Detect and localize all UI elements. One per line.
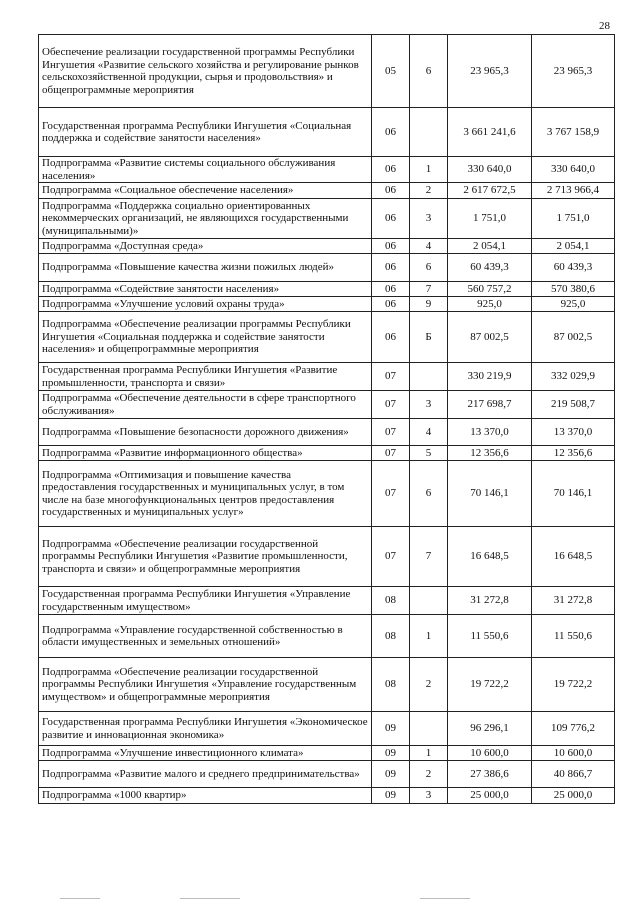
- row-amount-year-2: 13 370,0: [532, 419, 615, 446]
- row-section-code: 06: [372, 312, 410, 363]
- row-name: Подпрограмма «Улучшение условий охраны труда»: [39, 297, 372, 312]
- row-section-code: 09: [372, 746, 410, 761]
- table-row: [39, 199, 615, 239]
- row-name: Подпрограмма «Развитие информационного общества»: [39, 446, 372, 461]
- table-row: [39, 363, 615, 391]
- table-row: [39, 312, 615, 363]
- row-name: Подпрограмма «Развитие системы социального обслуживания населения»: [39, 157, 372, 183]
- row-amount-year-2: 11 550,6: [532, 615, 615, 658]
- row-subprogram-code: [410, 108, 448, 157]
- table-row: [39, 761, 615, 788]
- row-section-code: 06: [372, 199, 410, 239]
- table-row: [39, 746, 615, 761]
- row-amount-year-2: 219 508,7: [532, 391, 615, 419]
- row-section-code: 06: [372, 297, 410, 312]
- row-amount-year-1: 1 751,0: [448, 199, 532, 239]
- row-section-code: 06: [372, 183, 410, 199]
- row-amount-year-2: 19 722,2: [532, 658, 615, 712]
- page-number: 28: [599, 20, 610, 32]
- row-subprogram-code: 6: [410, 254, 448, 282]
- row-name: Подпрограмма «Повышение безопасности дорожного движения»: [39, 419, 372, 446]
- row-amount-year-1: 330 640,0: [448, 157, 532, 183]
- row-name: Государственная программа Республики Ингушетия «Социальная поддержка и содействие занятости населения»: [39, 108, 372, 157]
- row-amount-year-1: 23 965,3: [448, 35, 532, 108]
- row-section-code: 06: [372, 239, 410, 254]
- footer-rule: [420, 898, 470, 899]
- row-subprogram-code: 3: [410, 199, 448, 239]
- row-subprogram-code: 6: [410, 461, 448, 527]
- row-amount-year-2: 3 767 158,9: [532, 108, 615, 157]
- row-name: Подпрограмма «Обеспечение реализации программы Республики Ингушетия «Социальная поддержка и содействие занятости населения» и общепрограммные мероприятия: [39, 312, 372, 363]
- row-section-code: 08: [372, 615, 410, 658]
- row-section-code: 06: [372, 254, 410, 282]
- row-name: Подпрограмма «Повышение качества жизни пожилых людей»: [39, 254, 372, 282]
- row-subprogram-code: 9: [410, 297, 448, 312]
- row-amount-year-1: 70 146,1: [448, 461, 532, 527]
- row-amount-year-2: 2 713 966,4: [532, 183, 615, 199]
- footer-rule: [60, 898, 100, 899]
- row-name: Подпрограмма «Оптимизация и повышение качества предоставления государственных и муниципальных услуг, в том числе на базе многофункциональных центров предоставления государственных и муниципальных услуг»: [39, 461, 372, 527]
- row-amount-year-2: 25 000,0: [532, 788, 615, 804]
- row-subprogram-code: [410, 587, 448, 615]
- row-section-code: 07: [372, 446, 410, 461]
- row-subprogram-code: 5: [410, 446, 448, 461]
- row-name: Подпрограмма «Управление государственной собственностью в области имущественных и земельных отношений»: [39, 615, 372, 658]
- table-row: [39, 587, 615, 615]
- row-name: Подпрограмма «1000 квартир»: [39, 788, 372, 804]
- row-amount-year-1: 19 722,2: [448, 658, 532, 712]
- row-section-code: 07: [372, 391, 410, 419]
- row-amount-year-1: 13 370,0: [448, 419, 532, 446]
- row-amount-year-2: 60 439,3: [532, 254, 615, 282]
- row-name: Подпрограмма «Доступная среда»: [39, 239, 372, 254]
- row-subprogram-code: 3: [410, 391, 448, 419]
- row-name: Подпрограмма «Улучшение инвестиционного климата»: [39, 746, 372, 761]
- table-row: [39, 658, 615, 712]
- row-subprogram-code: 4: [410, 239, 448, 254]
- row-section-code: 06: [372, 157, 410, 183]
- row-section-code: 09: [372, 712, 410, 746]
- budget-table: [38, 34, 615, 804]
- table-row: [39, 391, 615, 419]
- row-amount-year-2: 109 776,2: [532, 712, 615, 746]
- row-subprogram-code: [410, 363, 448, 391]
- row-amount-year-1: 2 054,1: [448, 239, 532, 254]
- row-section-code: 07: [372, 363, 410, 391]
- row-name: Подпрограмма «Обеспечение деятельности в сфере транспортного обслуживания»: [39, 391, 372, 419]
- row-name: Подпрограмма «Содействие занятости населения»: [39, 282, 372, 297]
- row-amount-year-2: 925,0: [532, 297, 615, 312]
- row-amount-year-1: 31 272,8: [448, 587, 532, 615]
- row-amount-year-2: 31 272,8: [532, 587, 615, 615]
- row-name: Подпрограмма «Обеспечение реализации государственной программы Республики Ингушетия «Управление государственным имуществом» и общепрограммные мероприятия: [39, 658, 372, 712]
- row-subprogram-code: Б: [410, 312, 448, 363]
- row-amount-year-1: 25 000,0: [448, 788, 532, 804]
- row-name: Подпрограмма «Обеспечение реализации государственной программы Республики Ингушетия «Развитие промышленности, транспорта и связи» и общепрограммные мероприятия: [39, 527, 372, 587]
- row-amount-year-1: 330 219,9: [448, 363, 532, 391]
- row-amount-year-2: 330 640,0: [532, 157, 615, 183]
- row-subprogram-code: 2: [410, 658, 448, 712]
- row-subprogram-code: 1: [410, 157, 448, 183]
- row-amount-year-2: 1 751,0: [532, 199, 615, 239]
- row-amount-year-1: 87 002,5: [448, 312, 532, 363]
- row-section-code: 07: [372, 527, 410, 587]
- row-section-code: 06: [372, 282, 410, 297]
- row-amount-year-2: 570 380,6: [532, 282, 615, 297]
- row-amount-year-1: 60 439,3: [448, 254, 532, 282]
- row-amount-year-1: 560 757,2: [448, 282, 532, 297]
- row-name: Подпрограмма «Поддержка социально ориентированных некоммерческих организаций, не являющихся государственными (муниципальными)»: [39, 199, 372, 239]
- row-subprogram-code: 1: [410, 746, 448, 761]
- row-amount-year-2: 2 054,1: [532, 239, 615, 254]
- row-amount-year-2: 40 866,7: [532, 761, 615, 788]
- row-name: Государственная программа Республики Ингушетия «Экономическое развитие и инновационная экономика»: [39, 712, 372, 746]
- row-amount-year-2: 12 356,6: [532, 446, 615, 461]
- row-subprogram-code: 7: [410, 282, 448, 297]
- row-amount-year-2: 70 146,1: [532, 461, 615, 527]
- row-amount-year-1: 10 600,0: [448, 746, 532, 761]
- row-section-code: 09: [372, 788, 410, 804]
- table-row: [39, 239, 615, 254]
- table-row: [39, 108, 615, 157]
- row-name: Подпрограмма «Социальное обеспечение населения»: [39, 183, 372, 199]
- row-section-code: 06: [372, 108, 410, 157]
- row-amount-year-1: 925,0: [448, 297, 532, 312]
- row-section-code: 07: [372, 419, 410, 446]
- row-amount-year-1: 27 386,6: [448, 761, 532, 788]
- row-subprogram-code: 6: [410, 35, 448, 108]
- row-amount-year-1: 16 648,5: [448, 527, 532, 587]
- table-row: [39, 254, 615, 282]
- row-section-code: 09: [372, 761, 410, 788]
- row-subprogram-code: 4: [410, 419, 448, 446]
- row-amount-year-1: 217 698,7: [448, 391, 532, 419]
- table-row: [39, 157, 615, 183]
- table-row: [39, 527, 615, 587]
- table-row: [39, 788, 615, 804]
- table-row: [39, 461, 615, 527]
- row-section-code: 08: [372, 587, 410, 615]
- row-subprogram-code: 3: [410, 788, 448, 804]
- row-subprogram-code: 1: [410, 615, 448, 658]
- table-row: [39, 297, 615, 312]
- row-subprogram-code: [410, 712, 448, 746]
- row-amount-year-1: 96 296,1: [448, 712, 532, 746]
- row-name: Обеспечение реализации государственной программы Республики Ингушетия «Развитие сельского хозяйства и регулирование рынков сельскохозяйственной продукции, сырья и продовольствия» и общепрограммные мероприятия: [39, 35, 372, 108]
- row-amount-year-2: 87 002,5: [532, 312, 615, 363]
- row-amount-year-2: 16 648,5: [532, 527, 615, 587]
- table-row: [39, 446, 615, 461]
- row-section-code: 08: [372, 658, 410, 712]
- row-amount-year-2: 23 965,3: [532, 35, 615, 108]
- row-amount-year-2: 10 600,0: [532, 746, 615, 761]
- row-subprogram-code: 2: [410, 761, 448, 788]
- row-amount-year-2: 332 029,9: [532, 363, 615, 391]
- footer-rule: [180, 898, 240, 899]
- table-row: [39, 419, 615, 446]
- row-subprogram-code: 7: [410, 527, 448, 587]
- row-subprogram-code: 2: [410, 183, 448, 199]
- row-amount-year-1: 11 550,6: [448, 615, 532, 658]
- row-amount-year-1: 12 356,6: [448, 446, 532, 461]
- table-row: [39, 615, 615, 658]
- table-row: [39, 35, 615, 108]
- row-name: Государственная программа Республики Ингушетия «Развитие промышленности, транспорта и связи»: [39, 363, 372, 391]
- table-row: [39, 712, 615, 746]
- row-section-code: 07: [372, 461, 410, 527]
- row-name: Государственная программа Республики Ингушетия «Управление государственным имуществом»: [39, 587, 372, 615]
- budget-table-body: [39, 35, 615, 804]
- row-amount-year-1: 2 617 672,5: [448, 183, 532, 199]
- row-section-code: 05: [372, 35, 410, 108]
- table-row: [39, 183, 615, 199]
- row-amount-year-1: 3 661 241,6: [448, 108, 532, 157]
- table-row: [39, 282, 615, 297]
- row-name: Подпрограмма «Развитие малого и среднего предпринимательства»: [39, 761, 372, 788]
